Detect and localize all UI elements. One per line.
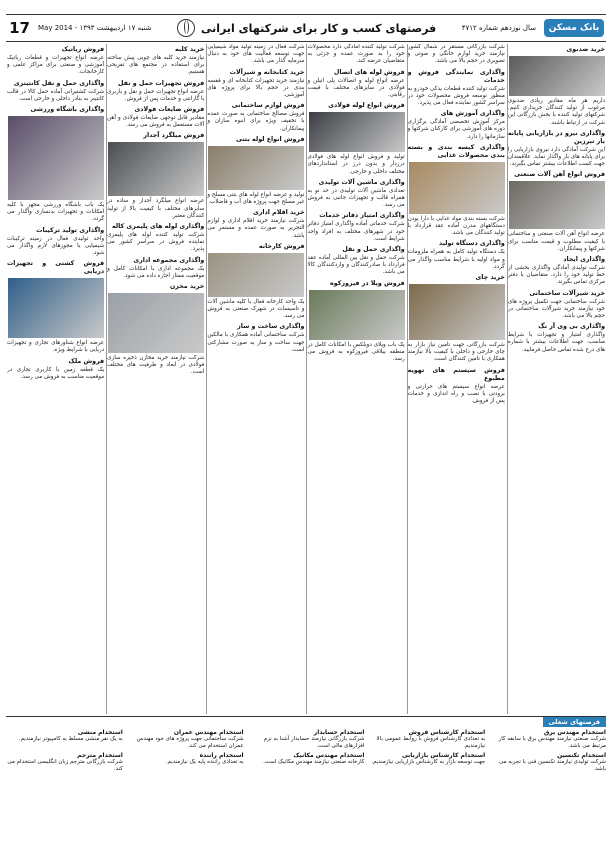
ad-headline: فروش انواع لوله فولادی — [328, 102, 405, 110]
ad-headline: واگذاری ایجاد — [563, 256, 605, 264]
ad-headline: خرید مخزن — [169, 283, 205, 291]
ad-body: مرکز آموزش تخصصی آمادگی برگزاری دوره های آموزشی برای کارکنان شرکتها و سازمانها را دارد. — [407, 119, 505, 140]
ad-photo — [509, 56, 605, 96]
ad-headline: واگذاری مجموعه اداری — [133, 256, 205, 264]
column-3 — [306, 44, 404, 714]
ad-photo — [208, 146, 304, 190]
job-listing — [127, 729, 244, 750]
ad-photo — [309, 290, 405, 340]
job-title: استخدام مترجم — [77, 752, 123, 759]
ad-body: شرکت بازرگانی مستقر در شمال کشور نیازمند خرید لوازم خانگی و صوتی و تصویری در حجم بالا می باشد. — [407, 44, 505, 65]
globe-icon — [177, 19, 195, 37]
ad-body: شرکت بسته بندی مواد غذایی با دارا بودن دستگاههای مدرن آماده عقد قرارداد با تولید کنندگان می باشد. — [407, 215, 505, 237]
ad-photo — [8, 116, 104, 200]
job-listing — [368, 729, 485, 750]
job-text: شرکت بازرگانی نیازمند حسابدار آشنا به نرم افزارهای مالی است. — [263, 736, 365, 749]
ad-headline: فروش تجهیزات حمل و نقل — [118, 79, 205, 87]
ad-headline: خرید اقلام اداری — [253, 209, 305, 217]
ad-photo — [509, 181, 605, 229]
ad-headline: واگذاری بی وی آر نگ — [538, 323, 605, 331]
ad-headline: فروش لوله های اتصال — [333, 68, 405, 76]
job-title: استخدام مهندس عمران — [173, 729, 244, 736]
ad-headline: خرید چای — [475, 274, 505, 282]
ad-body: شرکت تولید کننده لوله های پلیمری نماینده فروش در سراسر کشور می پذیرد. — [107, 232, 205, 253]
ad-body: شرکت نیازمند خرید مخازن ذخیره سازی فولادی در ابعاد و ظرفیت های مختلف است. — [107, 355, 205, 376]
ad-headline: واگذاری آموزش های — [440, 110, 505, 118]
section-title — [151, 19, 461, 37]
job-text: شرکت صنعتی نیازمند مهندس برق با سابقه کار مرتبط می باشد. — [498, 736, 606, 749]
ad-body: یک باب ویلای دوبلکس با امکانات کامل در منطقه ییلاقی فیروزکوه به فروش می رسد. — [307, 341, 405, 363]
ad-photo — [108, 293, 204, 353]
ad-body: نیازمند خرید تجهیزات کتابخانه ای و قفسه بندی در حجم بالا برای پروژه های آموزشی. — [207, 77, 305, 99]
ad-body: شرکت فعال در زمینه تولید مواد شیمیایی جهت توسعه فعالیت های خود به دنبال سرمایه گذار می باشد. — [207, 44, 305, 65]
ad-headline: خرید شیرآلات ساختمانی — [529, 289, 605, 297]
section-title-text: فرصتهای کسب و کار برای شرکتهای ایرانی — [201, 21, 437, 35]
job-text: شرکت بازرگانی مترجم زبان انگلیسی استخدام می کند. — [7, 759, 123, 772]
column-6 — [7, 44, 104, 714]
ad-headline: فروش لوازم ساختمانی — [231, 102, 305, 110]
ad-headline: فروش کشتی و تجهیزات دریایی — [6, 260, 105, 276]
ad-headline: واگذاری باشگاه ورزشی — [30, 106, 105, 114]
job-text: به تعدادی راننده پایه یک نیازمندیم. — [165, 759, 244, 765]
issue-date: شنبه ۱۷ اردیبهشت ۱۳۹۳ - May 2014 — [38, 24, 152, 32]
ad-body: عرضه انواع لوله و اتصالات پلی اتیلن و فولادی در سایزهای مختلف با قیمت رقابتی. — [307, 77, 405, 99]
ad-photo — [409, 284, 505, 340]
ad-headline: فروش کارخانه — [258, 242, 305, 250]
ad-body: شرکت ساختمانی جهت تکمیل پروژه های خود نیازمند خرید شیرآلات ساختمانی در حجم بالا می باشد. — [507, 298, 605, 320]
column-2 — [407, 44, 505, 714]
ad-body: شرکت تولید کننده قطعات یدکی خودرو به منظور توسعه فروش محصولات خود در سراسر کشور نماینده فعال می پذیرد. — [407, 85, 505, 107]
job-listing — [248, 752, 365, 773]
job-listing — [6, 729, 123, 750]
ad-body: عرضه انواع تجهیزات حمل و نقل و باربری با گارانتی و خدمات پس از فروش. — [107, 88, 205, 102]
job-text: جهت توسعه بازار به کارشناس بازاریابی نیازمندیم. — [371, 759, 486, 765]
ad-headline: فروش رباتیک — [61, 46, 105, 53]
job-title: استخدام مهندس برق — [543, 729, 606, 736]
ad-body: شرکت ساختمانی آماده همکاری با مالکین جهت ساخت و ساز به صورت مشارکتی است. — [207, 332, 305, 353]
column-4 — [206, 44, 304, 714]
ad-body: واحد تولیدی فعال در زمینه ترکیبات شیمیایی با مجوزهای لازم واگذار می شود. — [6, 235, 105, 257]
job-title: استخدام مهندس مکانیک — [293, 752, 365, 759]
job-title: استخدام تکنسین — [557, 752, 606, 759]
ad-body: تعدادی ماشین آلات تولیدی در حد نو به همراه قالب و تجهیزات جانبی به فروش می رسد. — [307, 187, 405, 209]
ad-headline: واگذاری کیسه بندی و بسته بندی محصولات غذایی — [407, 143, 505, 159]
ad-body: فروش مصالح ساختمانی به صورت عمده با تخفیف ویژه برای انبوه سازان و پیمانکاران. — [207, 111, 305, 132]
newspaper-logo: بانک مسکن — [544, 19, 604, 37]
ad-body: عرضه انواع سیستم های حرارتی و برودتی با نصب و راه اندازی و خدمات پس از فروش. — [407, 383, 505, 405]
column-5 — [106, 44, 204, 714]
ad-columns — [6, 44, 606, 714]
ad-photo — [409, 162, 505, 214]
job-text: به یک نفر منشی مسلط به کامپیوتر نیازمندیم. — [18, 736, 123, 742]
ad-body: شرکت تولیدی آمادگی واگذاری بخشی از خط تولید خود را دارد. متقاضیان با دفتر مرکزی تماس بگیرند. — [507, 265, 605, 286]
ad-headline: خرید کلبه — [175, 46, 205, 53]
ad-body: شرکت کشتیرانی آماده حمل کالا در قالب کانتینر به بنادر داخلی و خارجی است. — [6, 88, 105, 102]
ad-headline: واگذاری نمایندگی فروش و خدمات — [407, 68, 505, 84]
ad-photo — [309, 112, 405, 152]
job-listing — [127, 752, 244, 773]
job-title: استخدام راننده — [199, 752, 244, 759]
ad-body: داریم هر ماه مقادیر زیادی ضدبوی مرغوب از تولید کنندگان خریداری کنیم. شرکتهای تولید کننده با بخش بازرگانی این شرکت در ارتباط باشند. — [507, 98, 605, 126]
page-number: 17 — [9, 19, 30, 37]
ad-headline: واگذاری ساخت و ساز — [237, 323, 305, 331]
job-listing — [489, 752, 606, 773]
job-title: استخدام حسابدار — [313, 729, 365, 736]
ad-headline: فروش ملک — [68, 357, 105, 365]
job-title: استخدام کارشناس بازاریابی — [401, 752, 486, 759]
ad-body: واگذاری امتیاز و تجهیزات با شرایط مناسب. جهت اطلاعات بیشتر با شماره های درج شده تماس حاصل فرمایید. — [507, 332, 605, 353]
job-listing — [248, 729, 365, 750]
ad-headline: واگذاری امتیاز دفاتر خدمات — [319, 212, 405, 220]
ad-body: عرضه انواع آهن آلات صنعتی و ساختمانی با کیفیت مطلوب و قیمت مناسب برای شرکتها و پیمانکاران. — [507, 231, 605, 252]
column-1 — [507, 44, 605, 714]
ad-headline: واگذاری لوله های پلیمری کاله — [111, 223, 205, 231]
job-listing — [6, 752, 123, 773]
ad-photo — [108, 142, 204, 196]
ad-body: نیازمند خرید کلبه های چوبی پیش ساخته برای استفاده در مجتمع های تفریحی هستیم. — [107, 55, 205, 76]
job-listing — [489, 729, 606, 750]
ad-body: شرکت نیازمند خرید اقلام اداری و لوازم التحریر به صورت عمده و مستمر می باشد. — [207, 218, 305, 239]
ad-headline: واگذاری حمل و نقل — [342, 246, 405, 254]
ad-photo — [8, 278, 104, 338]
ad-body: یک دستگاه تولید کامل به همراه ملزومات و مواد اولیه با شرایط مناسب واگذار می گردد. — [407, 249, 505, 270]
ad-body: عرضه انواع شناورهای تجاری و تجهیزات دریایی با شرایط ویژه. — [6, 340, 105, 354]
ad-body: تولید و فروش انواع لوله های فولادی درزدار و بدون درز در استانداردهای مختلف داخلی و خارجی. — [307, 154, 405, 175]
job-text: شرکت ساختمانی جهت پروژه های خود مهندس عمران استخدام می کند. — [136, 736, 244, 749]
job-text: به تعدادی کارشناس فروش با روابط عمومی بالا نیازمندیم. — [376, 736, 486, 749]
ad-body: یک باب باشگاه ورزشی مجهز با کلیه امکانات و تجهیزات بدنسازی واگذار می گردد. — [6, 202, 105, 223]
ad-headline: خرید کتابخانه و شیرآلات — [229, 68, 305, 76]
ad-body: شرکت خدماتی آماده واگذاری امتیاز دفاتر خود در شهرهای مختلف به افراد واجد شرایط است. — [307, 221, 405, 242]
ad-headline: واگذاری حمل و نقل کانتینری — [13, 79, 105, 87]
ad-body: شرکت حمل و نقل بین المللی آماده عقد قرارداد با صادرکنندگان و واردکنندگان کالا می باشد. — [307, 255, 405, 276]
ad-body: یک واحد کارخانه فعال با کلیه ماشین آلات و تاسیسات در شهرک صنعتی به فروش می رسد. — [207, 298, 305, 320]
jobs-grid — [6, 729, 606, 773]
job-listing — [368, 752, 485, 773]
ad-photo — [208, 253, 304, 297]
ad-headline: واگذاری تولید ترکیبات — [36, 226, 105, 234]
job-title: استخدام منشی — [77, 729, 123, 736]
ad-headline: واگذاری ماشین آلات تولیدی — [318, 178, 405, 186]
ad-headline: فروش ضایعات فولادی — [134, 106, 205, 114]
ad-body: مقادیر قابل توجهی ضایعات فولادی و آهن آلات مستعمل به فروش می رسد. — [107, 115, 205, 129]
jobs-section-label: فرصتهای شغلی — [543, 717, 606, 727]
job-title: استخدام کارشناس فروش — [408, 729, 486, 736]
ad-body: شرکت بازرگانی جهت تامین نیاز بازار به چای خارجی و داخلی با کیفیت بالا نیازمند همکاری با تامین کنندگان است. — [407, 342, 505, 363]
ad-body: یک مجموعه اداری با امکانات کامل و موقعیت ممتاز اجاره داده می شود. — [107, 265, 205, 279]
ad-headline: فروش سیستم های تهویه مطبوع — [407, 366, 505, 382]
ad-headline: فروش انواع لوله بتنی — [235, 135, 305, 143]
page-header — [6, 14, 606, 42]
ad-headline: فروش ویلا در فیروزکوه — [330, 279, 405, 287]
ad-body: عرضه انواع تجهیزات و قطعات رباتیک آموزشی و صنعتی برای مراکز علمی و کارخانجات. — [6, 55, 105, 76]
ad-headline: فروش میلگرد آجدار — [143, 132, 205, 140]
ad-body: شرکت تولید کننده آمادگی دارد محصولات خود را به صورت عمده و جزئی به متقاضیان عرضه کند. — [307, 44, 405, 65]
ad-body: این شرکت آمادگی دارد نیروی بازاریابی را برای پایانه های بار واگذار نماید. علاقمندان جهت کسب اطلاعات بیشتر تماس بگیرند. — [507, 146, 605, 168]
job-text: شرکت تولیدی نیازمند تکنسین فنی با تجربه می باشد. — [498, 759, 606, 772]
ad-body: تولید و عرضه انواع لوله های بتنی مسلح و غیر مسلح جهت پروژه های آب و فاضلاب. — [207, 191, 305, 206]
ad-body: یک قطعه زمین با کاربری تجاری در موقعیت مناسب به فروش می رسد. — [6, 366, 105, 380]
issue-number: سال نوزدهم شماره ۴۷۱۲ — [461, 24, 536, 32]
ad-headline: واگذاری نیرو در بازاریابی پایانه بار تبرزین — [507, 129, 605, 145]
ad-headline: فروش انواع آهن آلات صنعتی — [514, 171, 605, 179]
ad-headline: واگذاری دستگاه تولید — [438, 240, 505, 248]
ad-headline: خرید ضدبوی — [566, 46, 605, 53]
ad-body: عرضه انواع میلگرد آجدار و ساده در سایزهای مختلف با کیفیت بالا از تولید کنندگان معتبر. — [107, 198, 205, 219]
job-text: کارخانه صنعتی نیازمند مهندس مکانیک است. — [263, 759, 365, 765]
jobs-footer — [6, 716, 606, 837]
